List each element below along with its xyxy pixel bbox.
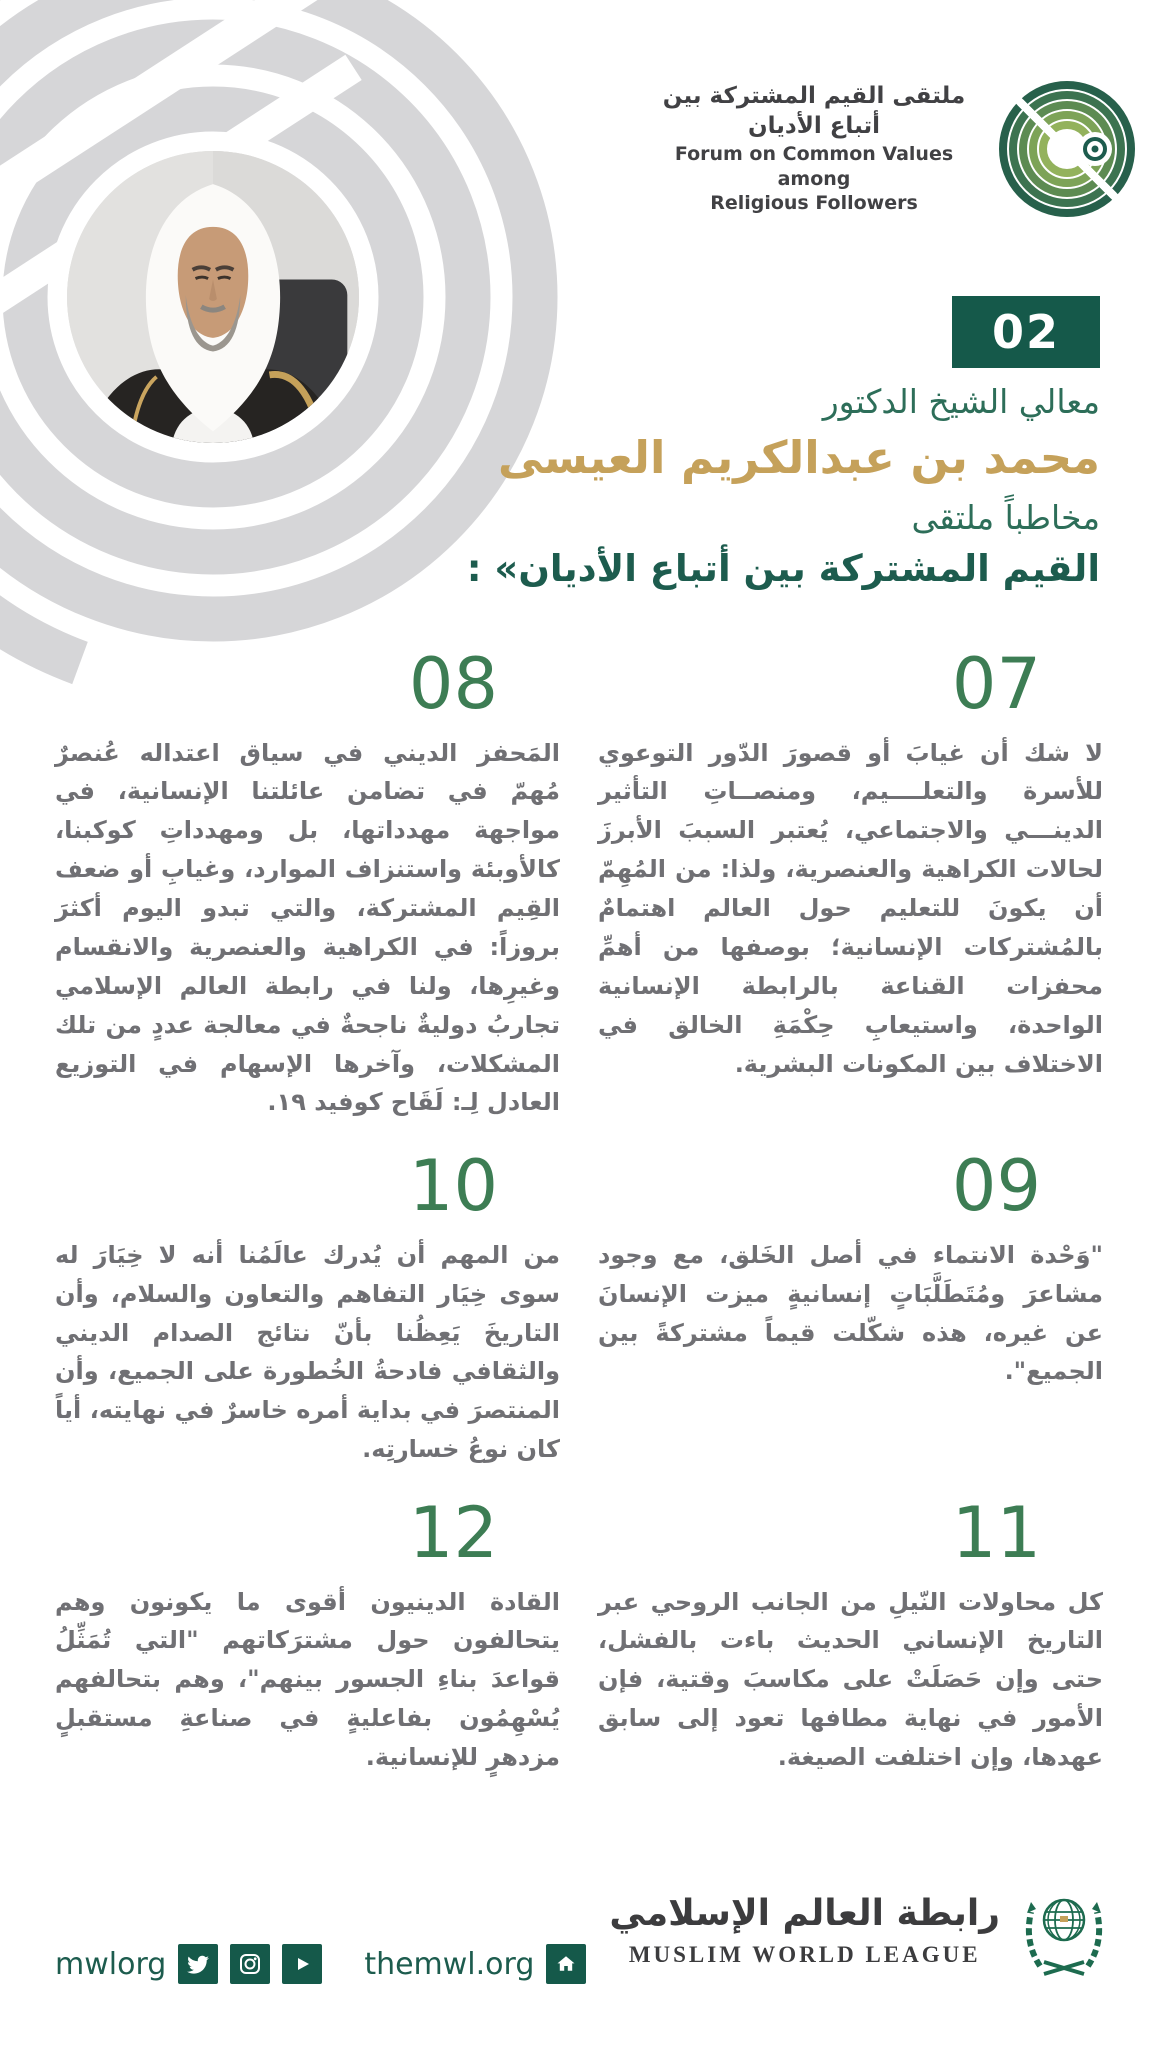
honorific-line: معالي الشيخ الدكتور [822,382,1100,421]
social-handle: mwlorg [55,1946,167,1982]
quote-number: 12 [408,1492,498,1574]
quote-text: لا شك أن غيابَ أو قصورَ الدّور التوعوي للأسرة والتعلــــيم، ومنصــاتِ التأثير الدينـــي والاجتماعي، يُعتبر السببَ الأبرزَ لحالات الكراهية والعنصرية، ولذا: من المُهِمّ أن يكونَ للتعليم حول العالم اهتمامٌ بالمُشتركات الإنسانية؛ بوصفها من أهمِّ محفزات القناعة بالرابطة الإنسانية الواحدة، واستيعابِ حِكْمَةِ الخالق في الاختلاف بين المكونات البشرية. [598,738,1103,1078]
quote-section-12 [55,1492,560,1777]
quote-number: 10 [408,1145,498,1228]
youtube-button[interactable] [282,1944,322,1984]
subtitle-line: مخاطباً ملتقى [911,498,1100,537]
quotes-grid [55,643,1103,1777]
play-icon [290,1952,314,1976]
quote-section-10 [55,1145,560,1469]
quote-number: 11 [951,1492,1041,1574]
twitter-button[interactable] [178,1944,218,1984]
quote-section-07 [598,643,1103,1122]
portrait-illustration [67,151,359,443]
quote-number: 08 [408,643,498,725]
forum-name-line: القيم المشتركة بين أتباع الأديان» : [466,547,1100,590]
speaker-name: محمد بن عبدالكريم العيسى [497,431,1100,484]
quote-section-08 [55,643,560,1122]
instagram-button[interactable] [230,1944,270,1984]
episode-badge: 02 [952,296,1100,368]
quote-text: كل محاولات النّيلِ من الجانب الروحي عبر التاريخ الإنساني الحديث باءت بالفشل، حتى وإن حَصَلَتْ على مكاسبَ وقتية، فإن الأمور في نهاية مطافها تعود إلى سابق عهدها، وإن اختلفت الصيغة. [598,1587,1103,1771]
mwl-logo-block [609,1882,1110,1978]
forum-logo-icon [998,80,1136,218]
title-block [400,382,1100,590]
quote-text: "وَحْدة الانتماء في أصل الخَلق، مع وجود مشاعرَ ومُتَطَلَّبَاتٍ إنسانيةٍ ميزت الإنسانَ عن غيره، هذه شكّلت قيماً مشتركةً بين الجميع". [598,1240,1103,1386]
social-bar [55,1944,586,1984]
forum-title-arabic: ملتقى القيم المشتركة بين أتباع الأديان [662,83,966,139]
quote-number: 07 [951,643,1041,725]
instagram-icon [238,1952,262,1976]
quote-number: 09 [951,1145,1041,1228]
quote-text: من المهم أن يُدرك عالَمُنا أنه لا خِيَارَ له سوى خِيَار التفاهم والتعاون والسلام، وأن التاريخَ يَعِظُنا بأنّ نتائج الصدام الديني والثقافي فادحةُ الخُطورة على الجميع، وأن المنتصرَ في بداية أمره خاسرٌ في نهايته، أياً كان نوعُ خسارتِه. [55,1240,560,1464]
mwl-name-arabic: رابطة العالم الإسلامي [609,1892,1000,1934]
home-button[interactable] [546,1944,586,1984]
quote-section-09 [598,1145,1103,1469]
twitter-icon [186,1952,210,1976]
home-icon [554,1952,578,1976]
website-link[interactable]: themwl.org [364,1946,535,1982]
mwl-emblem-icon [1018,1882,1110,1978]
forum-title-english: Forum on Common Values among Religious Followers [674,142,954,215]
quote-section-11 [598,1492,1103,1777]
mwl-name-english: MUSLIM WORLD LEAGUE [628,1941,981,1967]
speaker-portrait [67,151,359,443]
quote-text: القادة الدينيون أقوى ما يكونون وهم يتحالفون حول مشترَكاتهم "التي تُمَثِّلُ قواعدَ بناءِ الجسور بينهم"، وهم بتحالفهم يُسْهِمُون بفاعليةٍ في صناعةِ مستقبلٍ مزدهرٍ للإنسانية. [55,1587,560,1771]
forum-brand-header [644,80,1136,218]
footer [0,1878,1158,2048]
quote-text: المَحفز الديني في سياق اعتداله عُنصرٌ مُهمّ في تضامن عائلتنا الإنسانية، في مواجهة مهدداتها، بل ومهدداتِ كوكبنا، كالأوبئة واستنزاف الموارد، وغيابِ أو ضعف القِيم المشتركة، والتي تبدو اليوم أكثرَ بروزاً: في الكراهية والعنصرية والانقسام وغيرِها، ولنا في رابطة العالم الإسلامي تجاربُ دوليةٌ ناجحةٌ في معالجة عددٍ من تلك المشكلات، وآخرها الإسهام في التوزيع العادل لِـ: لَقَاح كوفيد ١٩. [55,738,560,1117]
